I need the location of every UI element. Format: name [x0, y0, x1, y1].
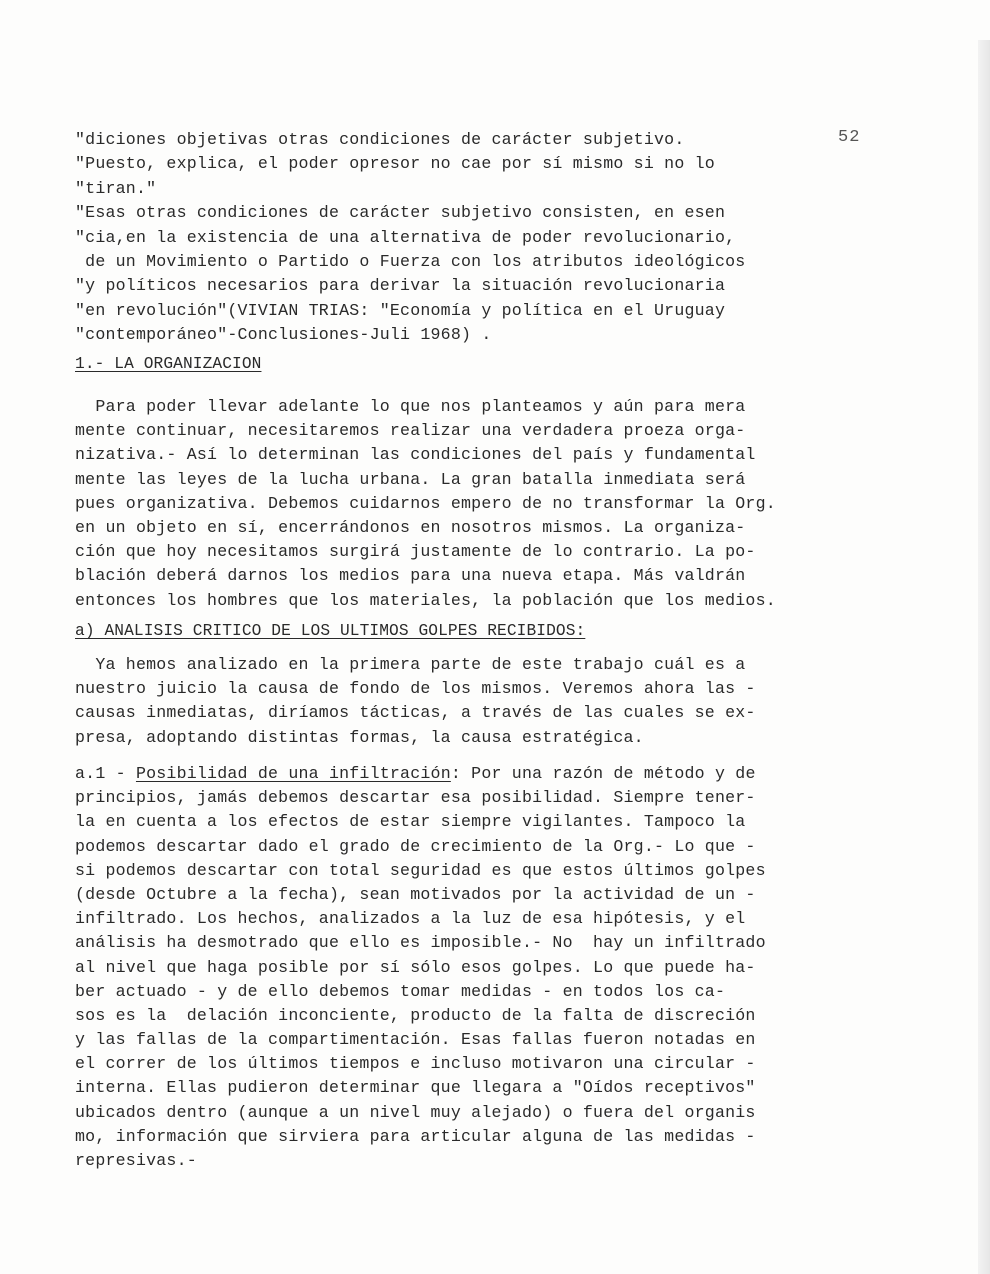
paragraph-line: al nivel que haga posible por sí sólo esos golpes. Lo que puede ha-: [75, 957, 756, 977]
quote-line: "tiran.": [75, 178, 157, 198]
paragraph-line: nizativa.- Así lo determinan las condiciones del país y fundamental: [75, 445, 756, 465]
quote-line: "contemporáneo"-Conclusiones-Juli 1968) .: [75, 325, 492, 345]
paragraph-first-line: [75, 762, 895, 786]
subsection-title: Posibilidad de una infiltración: [135, 764, 451, 783]
paragraph-line: podemos descartar dado el grado de crecimiento de la Org.- Lo que -: [75, 836, 756, 856]
paragraph-line: (desde Octubre a la fecha), sean motivados por la actividad de un -: [75, 884, 756, 904]
paragraph-line: en un objeto en sí, encerrándonos en nosotros mismos. La organiza-: [75, 517, 746, 537]
quote-line: "Esas otras condiciones de carácter subjetivo consisten, en esen: [75, 203, 726, 223]
paragraph-line: Ya hemos analizado en la primera parte de este trabajo cuál es a: [75, 655, 746, 674]
quote-line: "Puesto, explica, el poder opresor no cae por sí mismo si no lo: [75, 154, 715, 174]
subsection-first-line-rest: : Por una razón de método y de: [450, 764, 756, 783]
paragraph-line: ción que hoy necesitamos surgirá justamente de lo contrario. La po-: [75, 542, 756, 562]
paragraph-line: represivas.-: [75, 1151, 197, 1170]
page-number: 52: [838, 128, 861, 147]
paragraph-line: interna. Ellas pudieron determinar que llegara a "Oídos receptivos": [75, 1078, 756, 1098]
paragraph-line: sos es la delación inconciente, producto de la falta de discreción: [75, 1005, 756, 1025]
paragraph-line: el correr de los últimos tiempos e incluso motivaron una circular -: [75, 1054, 756, 1074]
paragraph-line: ubicados dentro (aunque a un nivel muy alejado) o fuera del organis: [75, 1102, 756, 1122]
paragraph-line: presa, adoptando distintas formas, la causa estratégica.: [75, 727, 644, 747]
analisis-paragraph: [75, 653, 895, 750]
paragraph-line: mente las leyes de la lucha urbana. La gran batalla inmediata será: [75, 469, 746, 489]
quote-line: "cia,en la existencia de una alternativa de poder revolucionario,: [75, 227, 736, 247]
paragraph-line: Para poder llevar adelante lo que nos planteamos y aún para mera: [75, 397, 746, 416]
paragraph-line: la en cuenta a los efectos de estar siempre vigilantes. Tampoco la: [75, 812, 746, 832]
paragraph-line: mente continuar, necesitaremos realizar una verdadera proeza orga-: [75, 421, 746, 441]
section-heading-organizacion: 1.- LA ORGANIZACION: [75, 355, 262, 373]
quote-block: [75, 128, 895, 348]
quote-line: de un Movimiento o Partido o Fuerza con los atributos ideológicos: [75, 251, 746, 271]
page-edge-shadow: [978, 40, 990, 1274]
paragraph-line: infiltrado. Los hechos, analizados a la luz de esa hipótesis, y el: [75, 909, 746, 929]
section-heading-analisis-critico: a) ANALISIS CRITICO DE LOS ULTIMOS GOLPES RECIBIDOS:: [75, 622, 586, 640]
paragraph-line: principios, jamás debemos descartar esa posibilidad. Siempre tener-: [75, 788, 756, 808]
paragraph-line: nuestro juicio la causa de fondo de los mismos. Veremos ahora las -: [75, 679, 756, 699]
paragraph-line: mo, información que sirviera para articular alguna de las medidas -: [75, 1126, 756, 1146]
quote-line: "y políticos necesarios para derivar la situación revolucionaria: [75, 276, 726, 296]
paragraph-line: ber actuado - y de ello debemos tomar medidas - en todos los ca-: [75, 981, 726, 1001]
quote-line: "en revolución"(VIVIAN TRIAS: "Economía y política en el Uruguay: [75, 300, 726, 320]
paragraph-line: entonces los hombres que los materiales, la población que los medios.: [75, 590, 776, 610]
paragraph-line: si podemos descartar con total seguridad es que estos últimos golpes: [75, 860, 766, 880]
subsection-label: a.1 -: [75, 764, 136, 783]
paragraph-line: causas inmediatas, diríamos tácticas, a través de las cuales se ex-: [75, 703, 756, 723]
quote-line: "diciones objetivas otras condiciones de carácter subjetivo.: [75, 130, 685, 149]
organizacion-paragraph: [75, 395, 895, 613]
paragraph-line: análisis ha desmotrado que ello es imposible.- No hay un infiltrado: [75, 933, 766, 953]
paragraph-line: blación deberá darnos los medios para una nueva etapa. Más valdrán: [75, 566, 746, 586]
paragraph-line: pues organizativa. Debemos cuidarnos empero de no transformar la Org.: [75, 493, 776, 513]
paragraph-line: y las fallas de la compartimentación. Esas fallas fueron notadas en: [75, 1030, 756, 1050]
infiltracion-paragraph: [75, 762, 895, 1173]
